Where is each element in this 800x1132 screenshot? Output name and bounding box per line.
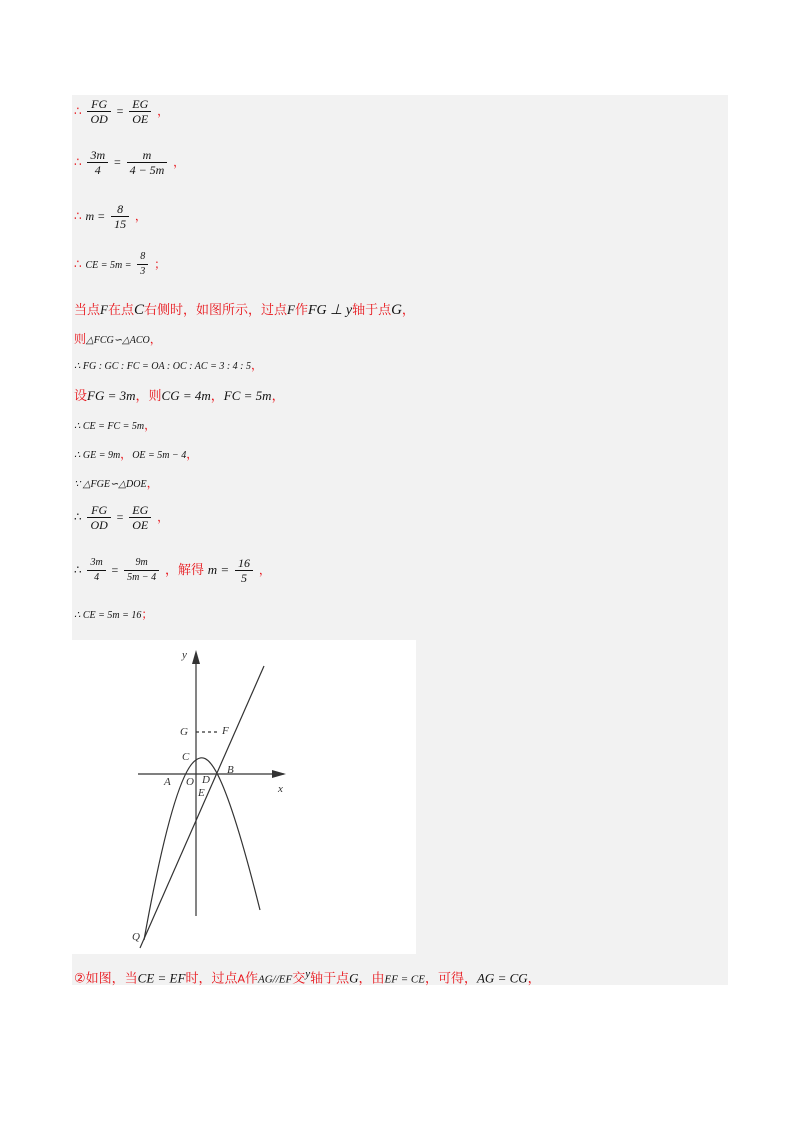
fraction: $\frac{FG}{OD}$	[87, 503, 110, 532]
line-2: ∴ $\frac{3m}{4}$ = $\frac{m}{4 - 5m}$ ，	[74, 148, 186, 177]
y-axis-arrow	[192, 650, 200, 664]
fraction: $\frac{EG}{OE}$	[129, 503, 151, 532]
line-6: 则△FCG∽△ACO，	[74, 332, 162, 346]
line-13: ∴ $\frac{3m}{4}$ = $\frac{9m}{5m - 4}$ ，解得 m = $\frac{16}{5}$ ，	[74, 556, 271, 585]
fraction: $\frac{9m}{5m - 4}$	[124, 556, 159, 585]
label-c: C	[182, 751, 190, 763]
line-7: ∴ FG : GC : FC = OA : OC : AC = 3 : 4 : 5，	[74, 358, 263, 372]
x-axis-arrow	[272, 770, 286, 778]
label-g: G	[180, 726, 188, 738]
fraction: $\frac{8}{3}$	[137, 250, 148, 279]
line-12: ∴ $\frac{FG}{OD}$ = $\frac{EG}{OE}$ ，	[74, 503, 170, 532]
label-q: Q	[132, 931, 140, 943]
line-9: ∴ CE = FC = 5m，	[74, 418, 157, 432]
line-15: ②如图，当CE = EF时，过点A作AG//EF交$^y$轴于点G，由EF = CE，可得，AG = CG，	[74, 968, 541, 987]
label-e: E	[198, 787, 205, 799]
figure-svg	[72, 640, 416, 954]
parabola-figure	[72, 640, 416, 954]
line-11: ∵ △FGE∽△DOE，	[74, 476, 159, 490]
label-a: A	[164, 776, 171, 788]
line-1: ∴ $\frac{FG}{OD}$ = $\frac{EG}{OE}$ ，	[74, 97, 170, 126]
label-y: y	[182, 649, 187, 661]
line-qf	[140, 666, 264, 948]
line-10: ∴ GE = 9m，OE = 5m − 4，	[74, 447, 199, 461]
label-b: B	[227, 764, 234, 776]
line-8: 设FG = 3m，则CG = 4m，FC = 5m，	[74, 388, 285, 404]
fraction: $\frac{3m}{4}$	[87, 556, 105, 585]
line-14: ∴ CE = 5m = 16；	[74, 607, 154, 621]
label-o: O	[186, 776, 194, 788]
fraction: $\frac{FG}{OD}$	[87, 97, 110, 126]
line-3: ∴ m = $\frac{8}{15}$ ，	[74, 202, 147, 231]
fraction: $\frac{8}{15}$	[111, 202, 129, 231]
label-f: F	[222, 725, 229, 737]
line-5: 当点F在点C右侧时，如图所示，过点F作FG ⊥ y轴于点G，	[74, 302, 415, 318]
label-d: D	[202, 774, 210, 786]
fraction: $\frac{m}{4 - 5m}$	[127, 148, 168, 177]
line-4: ∴ CE = 5m = $\frac{8}{3}$ ；	[74, 251, 167, 277]
fraction: $\frac{3m}{4}$	[87, 148, 108, 177]
fraction: $\frac{16}{5}$	[235, 556, 253, 585]
label-x: x	[278, 783, 283, 795]
fraction: $\frac{EG}{OE}$	[129, 97, 151, 126]
